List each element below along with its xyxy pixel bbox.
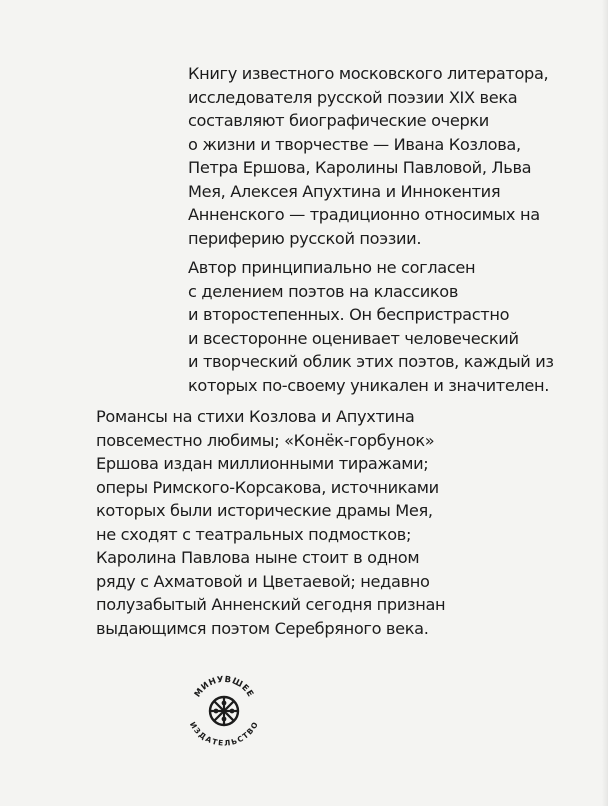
text-line: повсеместно любимы; «Конёк-горбунок» (96, 430, 435, 450)
text-line: исследователя русской поэзии XIX века (188, 87, 518, 107)
text-line: Автор принципиально не согласен (188, 258, 476, 277)
logo-text-top: МИНУВШЕЕ (192, 674, 256, 700)
text-line: выдающимся поэтом Серебряного века. (96, 618, 429, 638)
text-line: Мея, Алексея Апухтина и Иннокентия (188, 181, 501, 201)
text-line: Петра Ершова, Каролины Павловой, Льва (188, 158, 532, 177)
text-line: периферию русской поэзии. (188, 228, 422, 248)
text-line: с делением поэтов на классиков (188, 281, 459, 301)
text-line: которых были исторические драмы Мея, (96, 501, 433, 520)
text-line: Каролина Павлова ныне стоит в одном (96, 548, 420, 567)
text-line: Анненского — традиционно относимых на (188, 205, 540, 224)
text-line: оперы Римского-Корсакова, источниками (96, 477, 439, 497)
text-line: и творческий облик этих поэтов, каждый из (188, 352, 554, 371)
publisher-logo (184, 668, 264, 748)
text-line: Романсы на стихи Козлова и Апухтина (96, 407, 415, 426)
wheel-emblem-icon (184, 668, 264, 748)
text-line: составляют биографические очерки (188, 111, 489, 130)
text-line: ряду с Ахматовой и Цветаевой; недавно (96, 571, 430, 591)
text-line: не сходят с театральных подмостков; (96, 524, 412, 544)
paragraph-intro (188, 62, 548, 250)
text-line: полузабытый Анненский сегодня признан (96, 595, 446, 614)
paragraph-legacy (96, 405, 445, 640)
page-edge (602, 0, 608, 806)
text-line: и всесторонне оценивает человеческий (188, 328, 519, 348)
text-line: и второстепенных. Он беспристрастно (188, 305, 510, 324)
text-line: Ершова издан миллионными тиражами; (96, 454, 429, 473)
text-line: о жизни и творчестве — Ивана Козлова, (188, 134, 521, 154)
paragraph-author (188, 256, 554, 397)
text-line: которых по-своему уникален и значителен. (188, 375, 550, 395)
text-line: Книгу известного московского литератора, (188, 64, 549, 83)
logo-text-bottom: ИЗДАТЕЛЬСТВО (187, 720, 261, 748)
